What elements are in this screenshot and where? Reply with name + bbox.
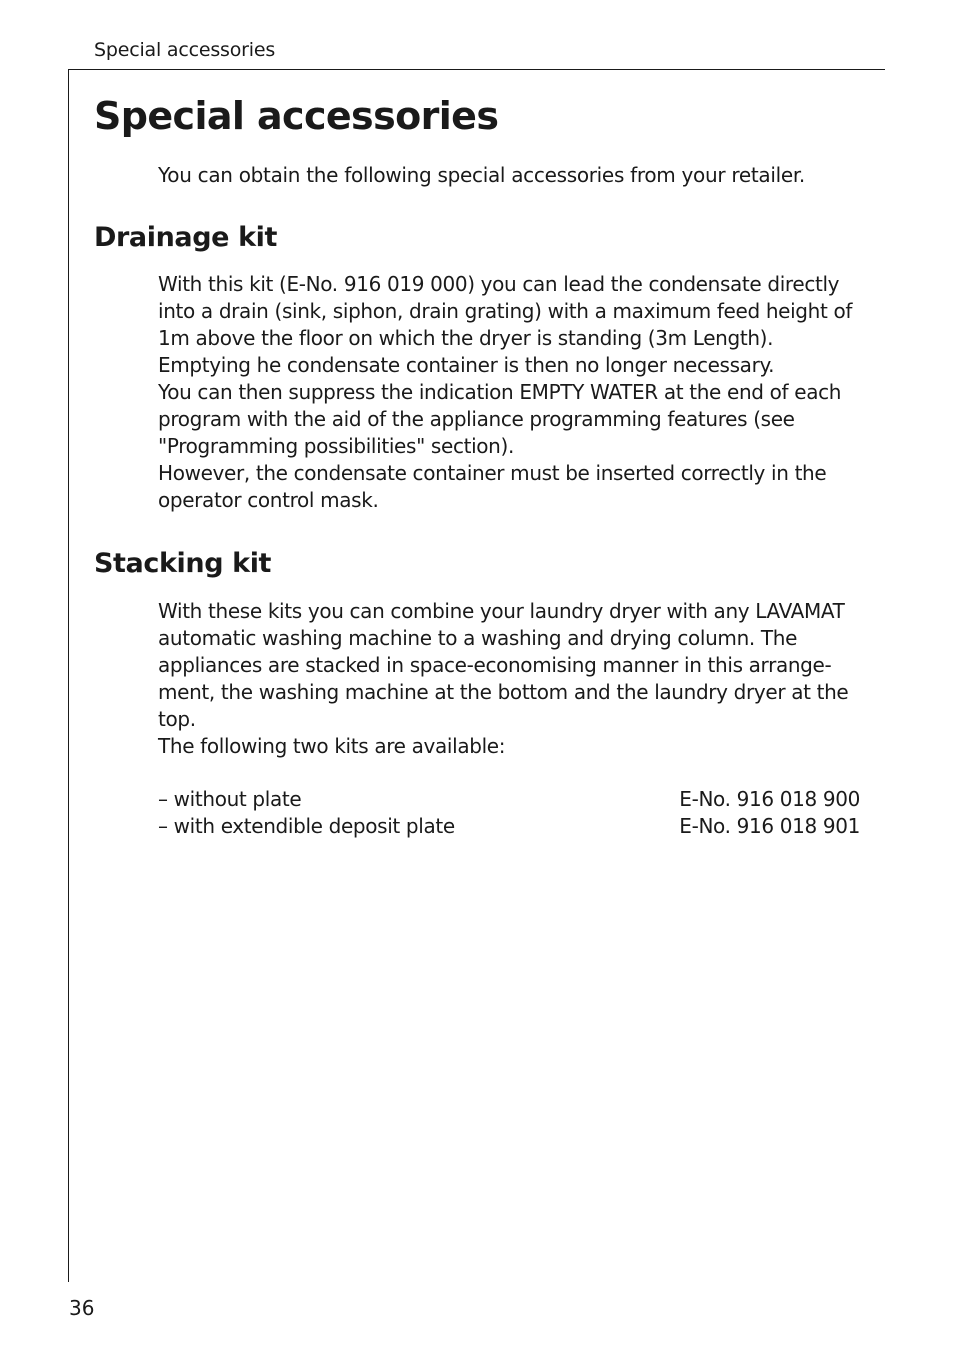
body-line: With this kit (E-No. 916 019 000) you can lead the condensate directly (158, 272, 840, 296)
page-title: Special accessories (94, 94, 499, 138)
kit-name: – without plate (158, 787, 302, 811)
body-line: You can then suppress the indication EMPTY WATER at the end of each (158, 380, 842, 404)
body-line: top. (158, 707, 196, 731)
body-line: program with the aid of the appliance programming features (see (158, 407, 795, 431)
header-rule (69, 69, 885, 70)
stacking-kit-body (158, 598, 868, 760)
body-line: appliances are stacked in space-economising manner in this arrange- (158, 653, 832, 677)
intro-paragraph: You can obtain the following special accessories from your retailer. (158, 163, 805, 187)
drainage-kit-heading: Drainage kit (94, 222, 278, 253)
body-line: 1m above the floor on which the dryer is standing (3m Length). (158, 326, 774, 350)
kit-part-number: E-No. 916 018 901 (679, 814, 860, 838)
kit-part-number: E-No. 916 018 900 (679, 787, 860, 811)
body-line: "Programming possibilities" section). (158, 434, 514, 458)
kit-list-item (158, 813, 860, 840)
margin-rule (68, 69, 69, 1282)
kit-name: – with extendible deposit plate (158, 814, 455, 838)
body-line: into a drain (sink, siphon, drain grating) with a maximum feed height of (158, 299, 853, 323)
body-line: Emptying he condensate container is then no longer necessary. (158, 353, 775, 377)
running-header: Special accessories (94, 39, 276, 61)
kit-list-item (158, 786, 860, 813)
body-line: However, the condensate container must be inserted correctly in the (158, 461, 827, 485)
body-line: automatic washing machine to a washing and drying column. The (158, 626, 798, 650)
drainage-kit-body (158, 271, 868, 514)
stacking-kit-heading: Stacking kit (94, 548, 272, 579)
body-line: ment, the washing machine at the bottom and the laundry dryer at the (158, 680, 849, 704)
body-line: With these kits you can combine your laundry dryer with any LAVAMAT (158, 599, 845, 623)
body-line: operator control mask. (158, 488, 379, 512)
page-number: 36 (69, 1296, 95, 1320)
body-line: The following two kits are available: (158, 734, 506, 758)
